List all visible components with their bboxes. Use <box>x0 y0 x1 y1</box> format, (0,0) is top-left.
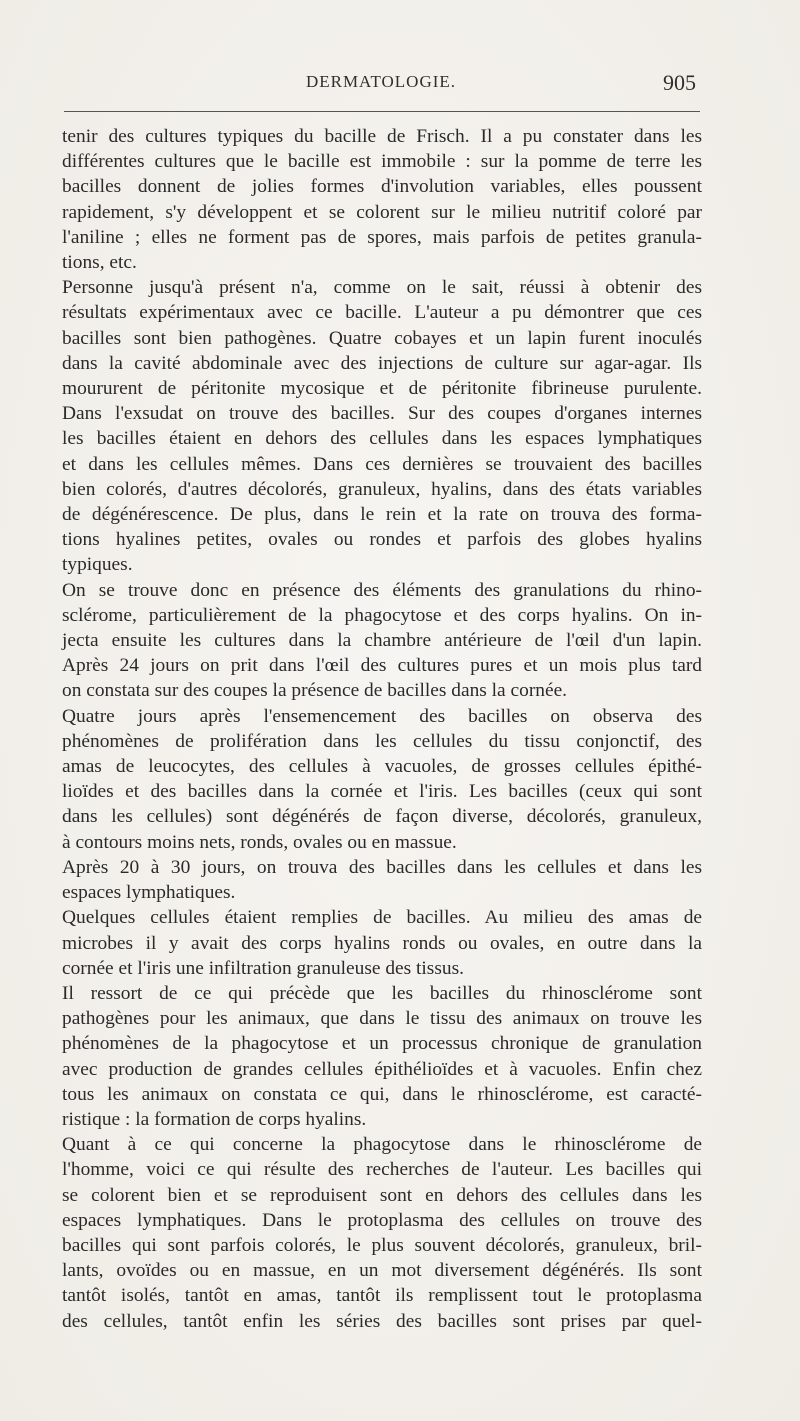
header-rule <box>64 111 700 112</box>
text-line: à contours moins nets, ronds, ovales ou en massue. <box>62 831 457 853</box>
text-line: rapidement, s'y développent et se colorent sur le milieu nutritif coloré par <box>62 201 702 223</box>
running-title: DERMATOLOGIE. <box>305 72 457 91</box>
text-line: espaces lymphatiques. Dans le protoplasma des cellules on trouve des <box>62 1209 702 1231</box>
text-line: de dégénérescence. De plus, dans le rein et la rate on trouva des forma- <box>62 504 702 526</box>
text-line: microbes il y avait des corps hyalins ronds ou ovales, en outre dans la <box>62 932 702 954</box>
text-line: dans la cavité abdominale avec des injections de culture sur agar-agar. Ils <box>62 352 702 374</box>
text-line: Quelques cellules étaient remplies de bacilles. Au milieu des amas de <box>62 907 702 929</box>
text-line: des cellules, tantôt enfin les séries des bacilles sont prises par quel- <box>62 1310 702 1332</box>
text-line: On se trouve donc en présence des éléments des granulations du rhino- <box>62 579 702 601</box>
text-line: Quatre jours après l'ensemencement des bacilles on observa des <box>62 705 702 727</box>
text-line: Quant à ce qui concerne la phagocytose dans le rhinosclérome de <box>62 1134 702 1156</box>
text-line: ristique : la formation de corps hyalins. <box>62 1108 367 1130</box>
text-line: résultats expérimentaux avec ce bacille. L'auteur a pu démontrer que ces <box>62 302 702 324</box>
text-line: dans les cellules) sont dégénérés de façon diverse, décolorés, granuleux, <box>62 806 702 828</box>
text-line: avec production de grandes cellules épithélioïdes et à vacuoles. Enfin chez <box>62 1058 702 1080</box>
page-header <box>64 72 698 102</box>
text-line: tions, etc. <box>62 252 137 274</box>
text-line: espaces lymphatiques. <box>62 882 236 904</box>
text-line: typiques. <box>62 554 133 576</box>
text-line: tenir des cultures typiques du bacille de Frisch. Il a pu constater dans les <box>62 126 702 147</box>
body-text <box>62 124 702 1334</box>
text-line: tous les animaux on constata ce qui, dans le rhinosclérome, est caracté- <box>62 1083 702 1105</box>
text-line: bacilles qui sont parfois colorés, le plus souvent décolorés, granuleux, bril- <box>62 1234 702 1256</box>
text-line: cornée et l'iris une infiltration granuleuse des tissus. <box>62 957 464 979</box>
text-line: bacilles sont bien pathogènes. Quatre cobayes et un lapin furent inoculés <box>62 327 702 349</box>
text-line: Il ressort de ce qui précède que les bacilles du rhinosclérome sont <box>62 982 702 1004</box>
text-line: l'homme, voici ce qui résulte des recherches de l'auteur. Les bacilles qui <box>62 1159 702 1181</box>
text-line: moururent de péritonite mycosique et de péritonite fibrineuse purulente. <box>62 378 702 400</box>
text-line: différentes cultures que le bacille est immobile : sur la pomme de terre les <box>62 151 702 173</box>
text-line: phénomènes de prolifération dans les cellules du tissu conjonctif, des <box>62 730 702 752</box>
text-line: on constata sur des coupes la présence de bacilles dans la cornée. <box>62 680 568 702</box>
text-line: Après 20 à 30 jours, on trouva des bacilles dans les cellules et dans les <box>62 856 702 878</box>
text-line: pathogènes pour les animaux, que dans le tissu des animaux on trouve les <box>62 1008 702 1030</box>
text-line: phénomènes de la phagocytose et un processus chronique de granulation <box>62 1033 702 1055</box>
text-line: bacilles donnent de jolies formes d'involution variables, elles poussent <box>62 176 702 198</box>
text-line: tantôt isolés, tantôt en amas, tantôt ils remplissent tout le protoplasma <box>62 1285 702 1307</box>
text-line: amas de leucocytes, des cellules à vacuoles, de grosses cellules épithé- <box>62 756 702 778</box>
text-line: et dans les cellules mêmes. Dans ces dernières se trouvaient des bacilles <box>62 453 702 475</box>
text-line: bien colorés, d'autres décolorés, granuleux, hyalins, dans des états variables <box>62 478 702 500</box>
text-line: se colorent bien et se reproduisent sont en dehors des cellules dans les <box>62 1184 702 1206</box>
text-line: Dans l'exsudat on trouve des bacilles. Sur des coupes d'organes internes <box>62 403 702 425</box>
text-line: lioïdes et des bacilles dans la cornée et l'iris. Les bacilles (ceux qui sont <box>62 781 702 803</box>
text-line: Après 24 jours on prit dans l'œil des cultures pures et un mois plus tard <box>62 655 702 677</box>
page-number: 905 <box>663 70 696 95</box>
text-line: jecta ensuite les cultures dans la chambre antérieure de l'œil d'un lapin. <box>62 630 702 652</box>
text-line: l'aniline ; elles ne forment pas de spores, mais parfois de petites granula- <box>62 226 702 248</box>
text-line: Personne jusqu'à présent n'a, comme on le sait, réussi à obtenir des <box>62 277 702 299</box>
text-line: tions hyalines petites, ovales ou rondes et parfois des globes hyalins <box>62 529 702 551</box>
text-line: les bacilles étaient en dehors des cellules dans les espaces lymphatiques <box>62 428 702 450</box>
text-line: sclérome, particulièrement de la phagocytose et des corps hyalins. On in- <box>62 604 702 626</box>
text-line: lants, ovoïdes ou en massue, en un mot diversement dégénérés. Ils sont <box>62 1260 702 1282</box>
